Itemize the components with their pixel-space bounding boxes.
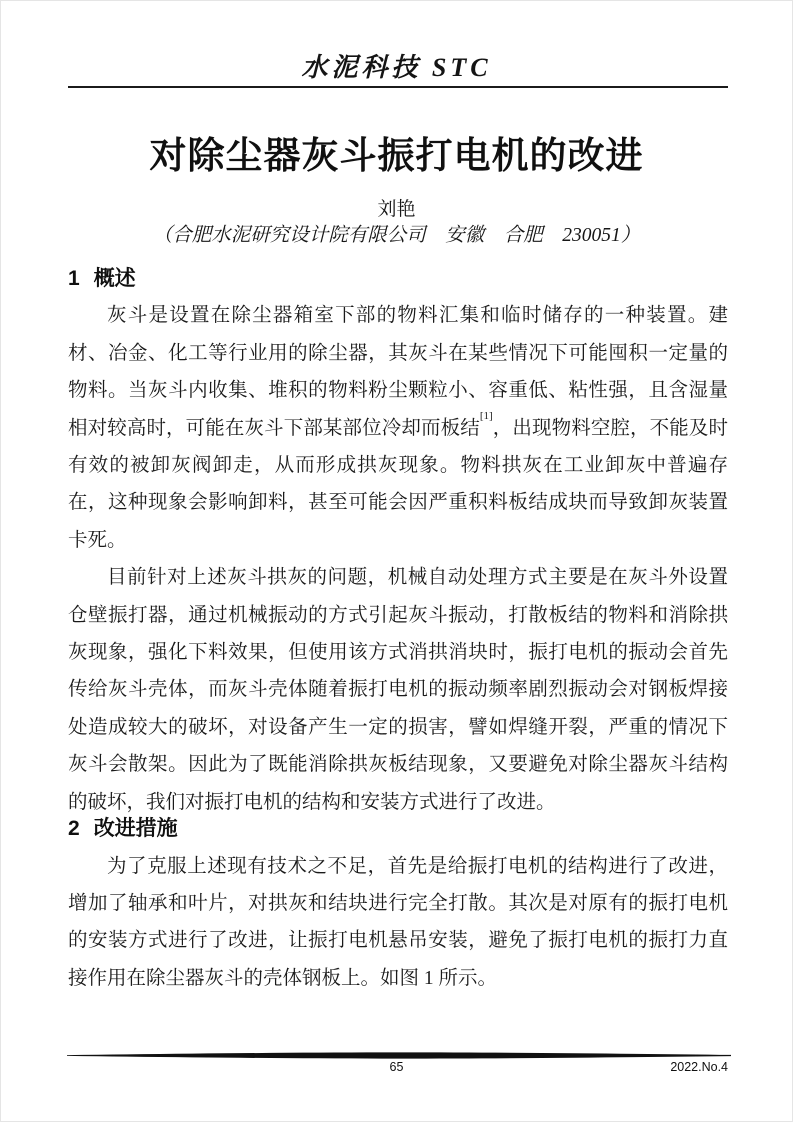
paragraph: [68, 297, 728, 559]
article-affiliation: （合肥水泥研究设计院有限公司 安徽 合肥 230051）: [152, 225, 641, 246]
section-number: 2: [68, 817, 80, 841]
section-number: 1: [68, 267, 80, 290]
article-title: 对除尘器灰斗振打电机的改进: [149, 135, 644, 176]
footer-rule: [67, 1052, 731, 1059]
page-number: 65: [389, 1060, 404, 1074]
paragraph-text: 灰斗是设置在除尘器箱室下部的物料汇集和临时储存的一种装置。建材、冶金、化工等行业用的除尘器，其灰斗在某些情况下可能囤积一定量的物料。当灰斗内收集、堆积的物料粉尘颗粒小、容重低、粘性强，且含湿量相对较高时，可能在灰斗下部某部位冷却而板结: [68, 305, 728, 439]
article-body: [68, 260, 728, 997]
section-heading-1: [68, 260, 728, 297]
article-author: 刘艳: [377, 199, 416, 220]
header-rule: [68, 86, 728, 88]
section-heading-label: 概述: [93, 267, 136, 290]
journal-header-title: 水泥科技 STC: [301, 53, 492, 82]
citation-reference: [1]: [479, 410, 493, 423]
issue-label: 2022.No.4: [670, 1060, 728, 1074]
paragraph: 目前针对上述灰斗拱灰的问题，机械自动处理方式主要是在灰斗外设置仓壁振打器，通过机械振动的方式引起灰斗振动，打散板结的物料和消除拱灰现象，强化下料效果，但使用该方式消拱消块时，振打电机的振动会首先传给灰斗壳体，而灰斗壳体随着振打电机的振动频率剧烈振动会对钢板焊接处造成较大的破坏，对设备产生一定的损害，譬如焊缝开裂，严重的情况下灰斗会散架。因此为了既能消除拱灰板结现象，又要避免对除尘器灰斗结构的破坏，我们对振打电机的结构和安装方式进行了改进。: [68, 567, 728, 813]
paragraph: 为了克服上述现有技术之不足，首先是给振打电机的结构进行了改进，增加了轴承和叶片，对拱灰和结块进行完全打散。其次是对原有的振打电机的安装方式进行了改进，让振打电机悬吊安装，避免了振打电机的振打力直接作用在除尘器灰斗的壳体钢板上。如图 1 所示。: [68, 855, 728, 989]
section-heading-label: 改进措施: [93, 817, 178, 841]
paragraph-text: ，出现物料空腔，不能及时有效的被卸灰阀卸走，从而形成拱灰现象。物料拱灰在工业卸灰中普遍存在，这种现象会影响卸料，甚至可能会因严重积料板结成块而导致卸灰装置卡死。: [68, 417, 728, 551]
